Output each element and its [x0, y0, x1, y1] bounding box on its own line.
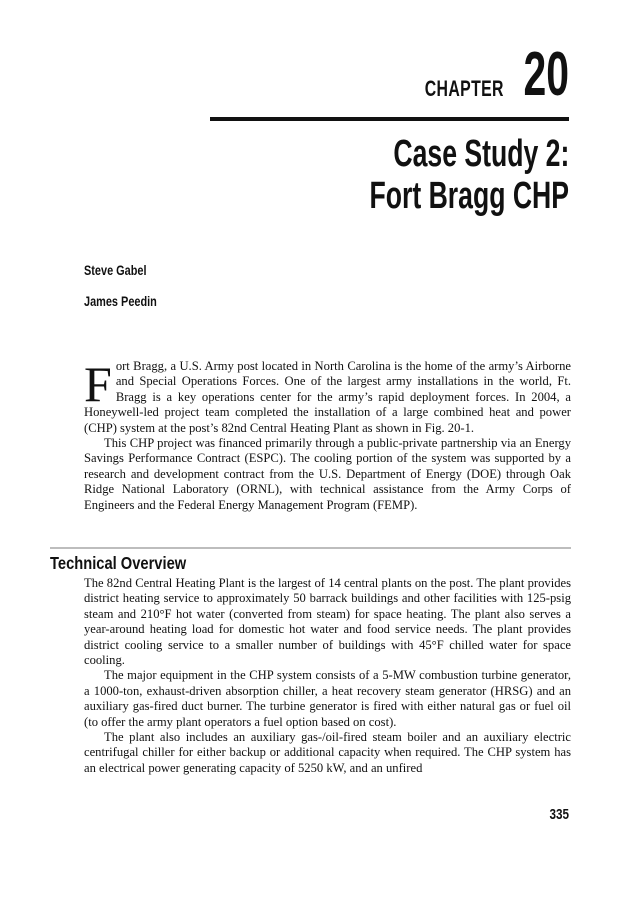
intro-text [84, 356, 571, 513]
chapter-rule [210, 117, 569, 121]
author-name: Steve Gabel [84, 262, 147, 278]
intro-paragraph-text: ort Bragg, a U.S. Army post located in North Carolina is the home of the army’s Airborne and Special Operations Forces. One of the largest army installations in the world, Ft. Bragg is a key operations center for the army’s rapid deployment forces. In 2004, a Honeywell-led project team completed the installation of a large combined heat and power (CHP) system at the post’s 82nd Central Heating Plant as shown in Fig. 20-1. [84, 359, 571, 435]
chapter-title-line-2: Fort Bragg CHP [369, 175, 569, 217]
drop-cap: F [84, 356, 112, 412]
chapter-heading [394, 40, 569, 109]
author-name: James Peedin [84, 293, 157, 309]
page-number: 335 [549, 806, 569, 823]
intro-paragraph [84, 356, 571, 436]
body-paragraph: The 82nd Central Heating Plant is the largest of 14 central plants on the post. The plant provides district heating service to approximately 50 barrack buildings and other facilities with 125-psig steam and 210°F hot water (converted from steam) for space heating. The plant also serves a year-around heating load for domestic hot water and food service needs. The plant provides district cooling service to a smaller number of buildings with 45°F chilled water for space cooling. [84, 576, 571, 668]
section-heading: Technical Overview [50, 553, 187, 573]
body-paragraph: The major equipment in the CHP system consists of a 5-MW combustion turbine generator, a 1000-ton, exhaust-driven absorption chiller, a heat recovery steam generator (HRSG) and an auxiliary gas-fired duct burner. The turbine generator is fired with either natural gas or fuel oil (to offer the army plant operators a fuel option based on cost). [84, 668, 571, 729]
body-paragraph: The plant also includes an auxiliary gas-/oil-fired steam boiler and an auxiliary electric centrifugal chiller for either backup or additional capacity when required. The CHP system has an electrical power generating capacity of 5250 kW, and an unfired [84, 730, 571, 775]
section-body [84, 576, 571, 776]
section-divider [50, 547, 571, 549]
chapter-number: 20 [523, 40, 569, 109]
intro-paragraph: This CHP project was financed primarily through a public-private partnership via an Energy Savings Performance Contract (ESPC). The cooling portion of the system was supported by a research and development contract from the U.S. Department of Energy (DOE) through Oak Ridge National Laboratory (ORNL), with technical assistance from the Army Corps of Engineers and the Federal Energy Management Program (FEMP). [84, 436, 571, 512]
chapter-label: CHAPTER [424, 76, 505, 101]
chapter-title-line-1: Case Study 2: [393, 133, 569, 175]
